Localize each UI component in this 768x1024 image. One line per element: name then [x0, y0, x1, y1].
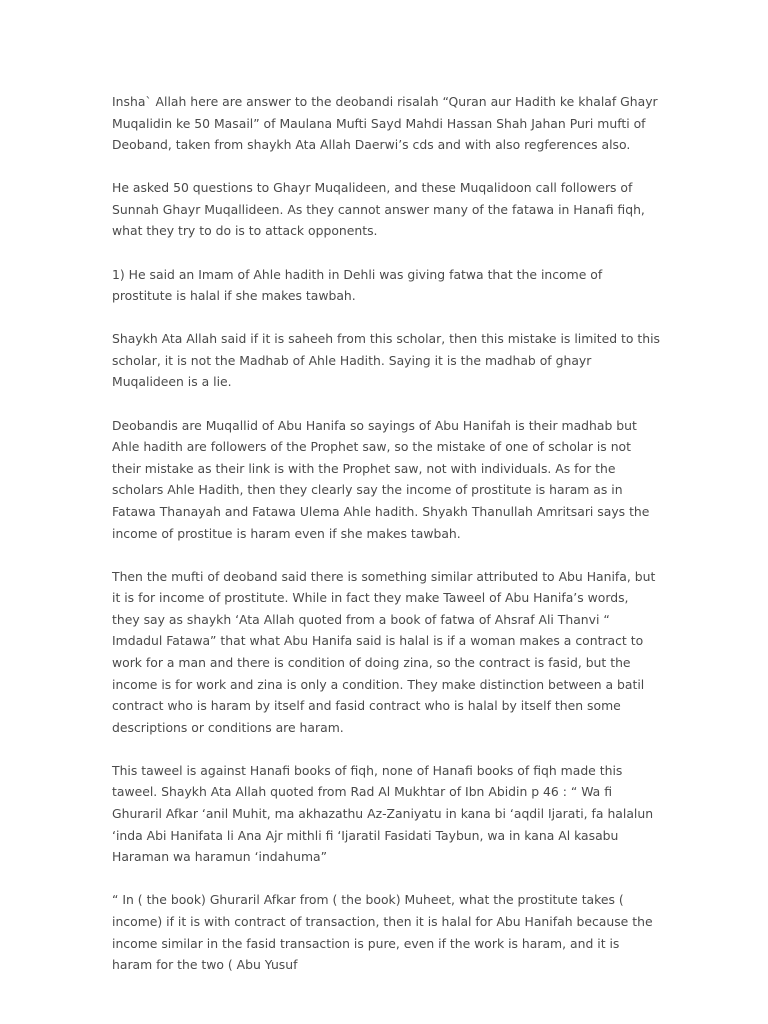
paragraph-translation: “ In ( the book) Ghuraril Afkar from ( the book) Muheet, what the prostitute takes ( income) if it is with contract of transaction, then it is halal for Abu Hanifah because the income similar in the fasid transaction is pure, even if the work is haram, and it is haram for the two ( Abu Yusuf	[112, 892, 653, 973]
paragraph-questions: He asked 50 questions to Ghayr Muqalideen, and these Muqalidoon call followers of Sunnah Ghayr Muqallideen. As they cannot answer many of the fatawa in Hanafi fiqh, what they try to do is to attack opponents.	[112, 180, 645, 239]
document-body	[112, 91, 660, 997]
paragraph-mufti-claim: Then the mufti of deoband said there is something similar attributed to Abu Hanifa, but it is for income of prostitute. While in fact they make Taweel of Abu Hanifa’s words, they say as shaykh ‘Ata Allah quoted from a book of fatwa of Ahsraf Ali Thanvi “ Imdadul Fatawa” that what Abu Hanifa said is halal is if a woman makes a contract to work for a man and there is condition of doing zina, so the contract is fasid, but the income is for work and zina is only a condition. They make distinction between a batil contract who is haram by itself and fasid contract who is halal by itself then some descriptions or conditions are haram.	[112, 568, 656, 735]
paragraph-deobandis: Deobandis are Muqallid of Abu Hanifa so sayings of Abu Hanifah is their madhab but Ahle hadith are followers of the Prophet saw, so the mistake of one of scholar is not their mistake as their link is with the Prophet saw, not with individuals. As for the scholars Ahle Hadith, then they clearly say the income of prostitute is haram as in Fatawa Thanayah and Fatawa Ulema Ahle hadith. Shyakh Thanullah Amritsari says the income of prostitue is haram even if she makes tawbah.	[112, 417, 650, 541]
paragraph-point-1: 1) He said an Imam of Ahle hadith in Dehli was giving fatwa that the income of prostitute is halal if she makes tawbah.	[112, 266, 603, 304]
paragraph-response: Shaykh Ata Allah said if it is saheeh from this scholar, then this mistake is limited to this scholar, it is not the Madhab of Ahle Hadith. Saying it is the madhab of ghayr Muqalideen is a lie.	[112, 331, 660, 390]
paragraph-intro: Insha` Allah here are answer to the deobandi risalah “Quran aur Hadith ke khalaf Ghayr Muqalidin ke 50 Masail” of Maulana Mufti Sayd Mahdi Hassan Shah Jahan Puri mufti of Deoband, taken from shaykh Ata Allah Daerwi’s cds and with also regferences also.	[112, 94, 658, 153]
paragraph-taweel: This taweel is against Hanafi books of fiqh, none of Hanafi books of fiqh made this taweel. Shaykh Ata Allah quoted from Rad Al Mukhtar of Ibn Abidin p 46 : “ Wa fi Ghuraril Afkar ‘anil Muhit, ma akhazathu Az-Zaniyatu in kana bi ‘aqdil Ijarati, fa halalun ‘inda Abi Hanifata li Ana Ajr mithli fi ‘Ijaratil Fasidati Taybun, wa in kana Al kasabu Haraman wa haramun ‘indahuma”	[112, 762, 654, 865]
